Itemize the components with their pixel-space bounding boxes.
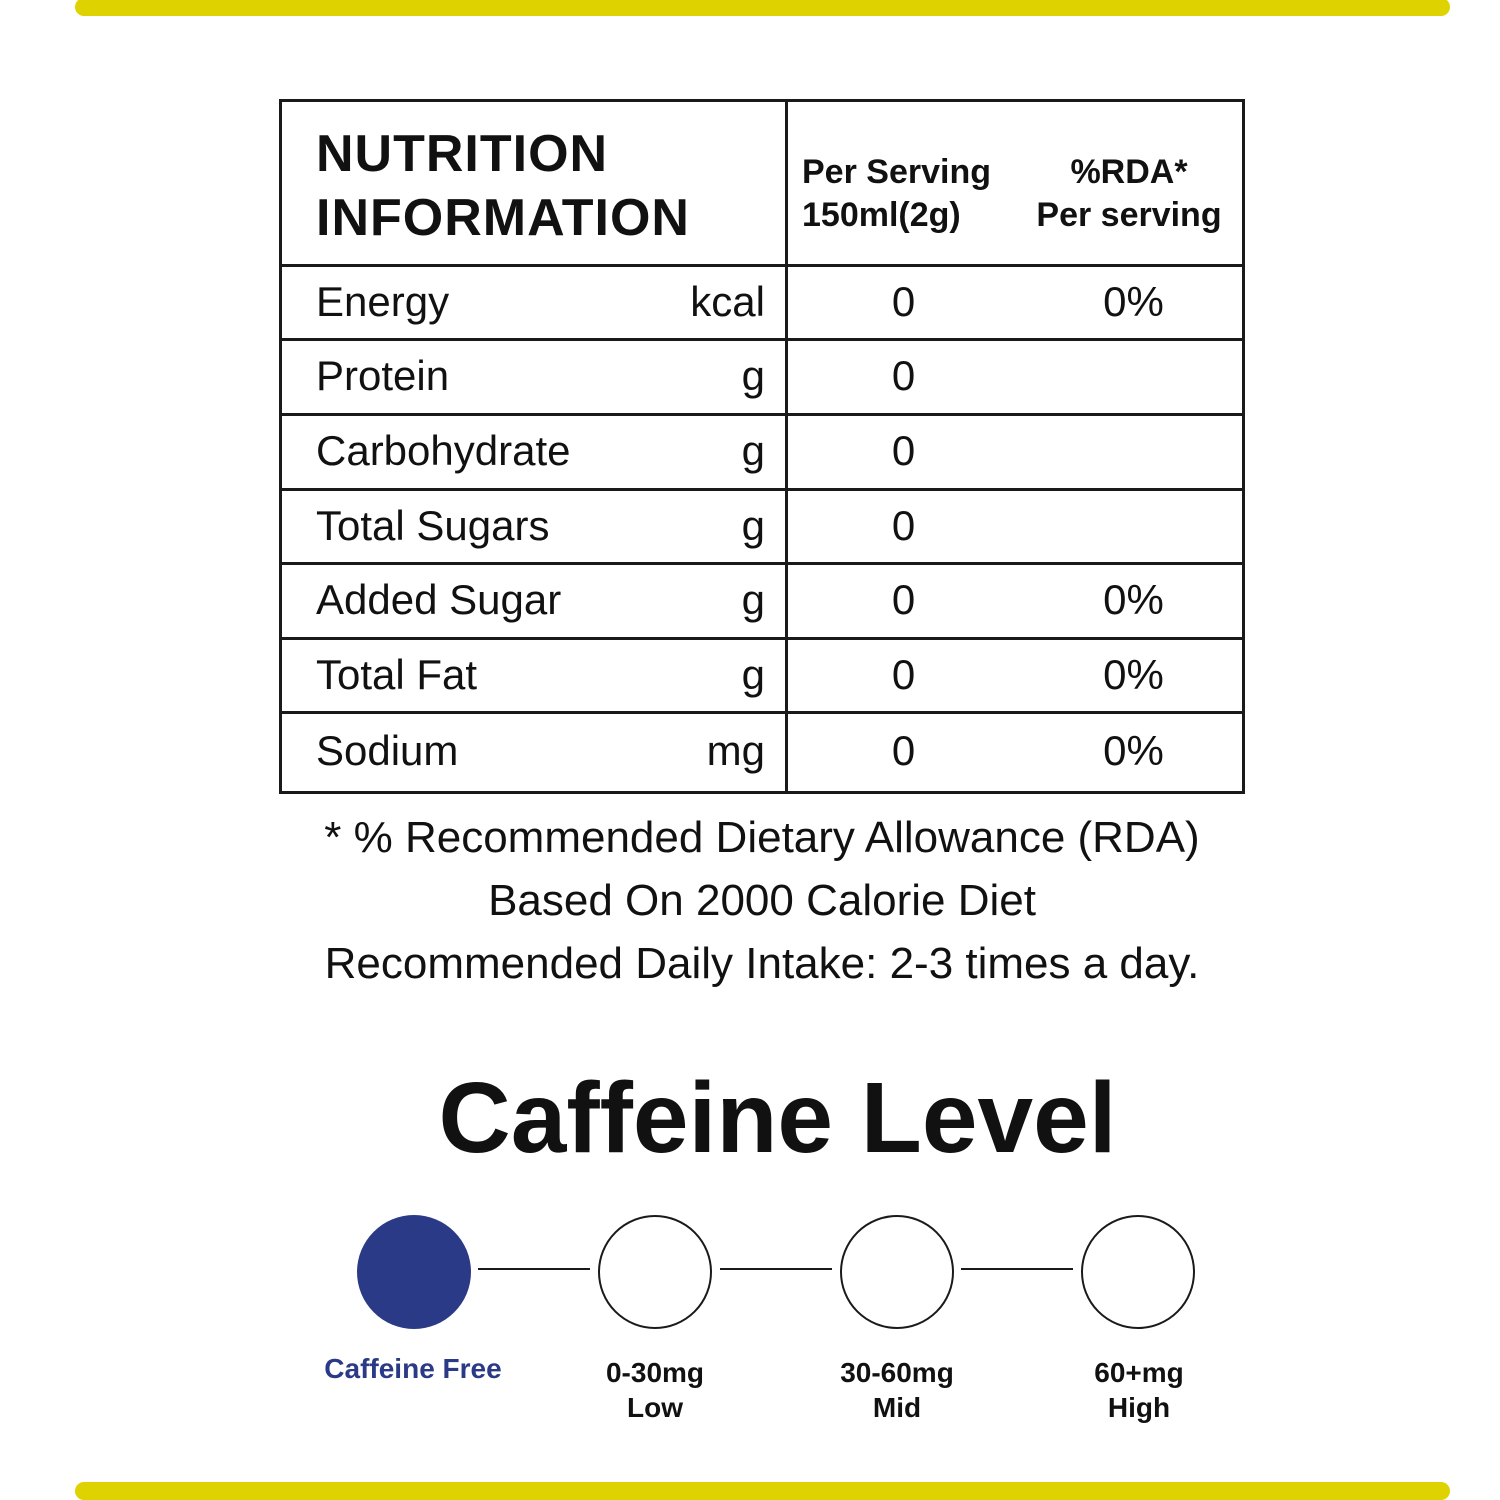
nutrition-title xyxy=(316,122,690,250)
nutrient-value: 0 xyxy=(891,576,916,623)
nutrition-title-line1: NUTRITION xyxy=(316,125,609,183)
nutrition-table xyxy=(279,99,1245,794)
high-caffeine-indicator xyxy=(1081,1215,1195,1329)
nutrient-unit: g xyxy=(741,352,765,399)
footnote-line-1: * % Recommended Dietary Allowance (RDA) xyxy=(324,813,1200,862)
per-serving-header xyxy=(802,151,991,237)
serving-size: 150ml(2g) xyxy=(802,196,961,234)
table-row xyxy=(282,339,1242,413)
nutrient-name: Carbohydrate xyxy=(316,427,571,474)
nutrient-rda: 0% xyxy=(1103,576,1164,623)
mid-caffeine-label xyxy=(787,1355,1007,1425)
table-row xyxy=(282,489,1242,563)
nutrient-name: Total Fat xyxy=(316,651,478,698)
level-connector xyxy=(720,1268,832,1270)
nutrient-unit: g xyxy=(741,576,765,623)
table-row xyxy=(282,265,1242,339)
nutrition-title-line2: INFORMATION xyxy=(316,189,690,247)
table-row xyxy=(282,638,1242,712)
table-row xyxy=(282,563,1242,637)
nutrient-rda: 0% xyxy=(1103,727,1164,774)
low-caffeine-label xyxy=(545,1355,765,1425)
level-label-line1: 30-60mg xyxy=(840,1357,954,1388)
nutrient-value: 0 xyxy=(891,727,916,774)
nutrient-unit: mg xyxy=(706,727,765,774)
nutrient-value: 0 xyxy=(891,651,916,698)
nutrient-name: Protein xyxy=(316,352,450,399)
nutrient-value: 0 xyxy=(891,427,916,474)
nutrient-rda: 0% xyxy=(1103,651,1164,698)
rda-header xyxy=(1024,151,1234,237)
nutrient-rda xyxy=(1022,414,1245,488)
level-label-line2: High xyxy=(1107,1392,1171,1423)
level-label-line1: Caffeine Free xyxy=(324,1353,502,1384)
footnote-line-3: Recommended Daily Intake: 2-3 times a day. xyxy=(324,939,1200,988)
rda-sublabel: Per serving xyxy=(1036,196,1222,234)
nutrient-name: Total Sugars xyxy=(316,502,550,549)
caffeine-free-label xyxy=(303,1351,523,1386)
nutrient-unit: g xyxy=(741,502,765,549)
nutrient-unit: g xyxy=(741,427,765,474)
nutrient-rda xyxy=(1022,489,1245,563)
nutrient-value: 0 xyxy=(891,352,916,399)
level-label-line1: 0-30mg xyxy=(605,1357,705,1388)
high-caffeine-label xyxy=(1029,1355,1249,1425)
caffeine-free-indicator xyxy=(357,1215,471,1329)
rda-footnote xyxy=(262,806,1262,995)
nutrient-rda xyxy=(1022,339,1245,413)
level-label-line2: Mid xyxy=(872,1392,922,1423)
level-label-line1: 60+mg xyxy=(1094,1357,1184,1388)
footnote-line-2: Based On 2000 Calorie Diet xyxy=(488,876,1036,925)
level-connector xyxy=(961,1268,1073,1270)
nutrient-value: 0 xyxy=(891,502,916,549)
caffeine-level-title: Caffeine Level xyxy=(438,1062,1117,1174)
bottom-accent-bar xyxy=(75,1482,1450,1500)
nutrient-rda: 0% xyxy=(1103,278,1164,325)
rda-label: %RDA* xyxy=(1070,153,1188,191)
nutrient-name: Sodium xyxy=(316,727,459,774)
mid-caffeine-indicator xyxy=(840,1215,954,1329)
top-accent-bar xyxy=(75,0,1450,16)
table-row xyxy=(282,414,1242,488)
nutrient-value: 0 xyxy=(891,278,916,325)
nutrient-name: Energy xyxy=(316,278,450,325)
nutrient-name: Added Sugar xyxy=(316,576,562,623)
nutrient-unit: kcal xyxy=(690,278,765,325)
level-connector xyxy=(478,1268,590,1270)
per-serving-label: Per Serving xyxy=(802,153,991,191)
level-label-line2: Low xyxy=(627,1392,683,1423)
table-row xyxy=(282,714,1242,788)
low-caffeine-indicator xyxy=(598,1215,712,1329)
nutrient-unit: g xyxy=(741,651,765,698)
